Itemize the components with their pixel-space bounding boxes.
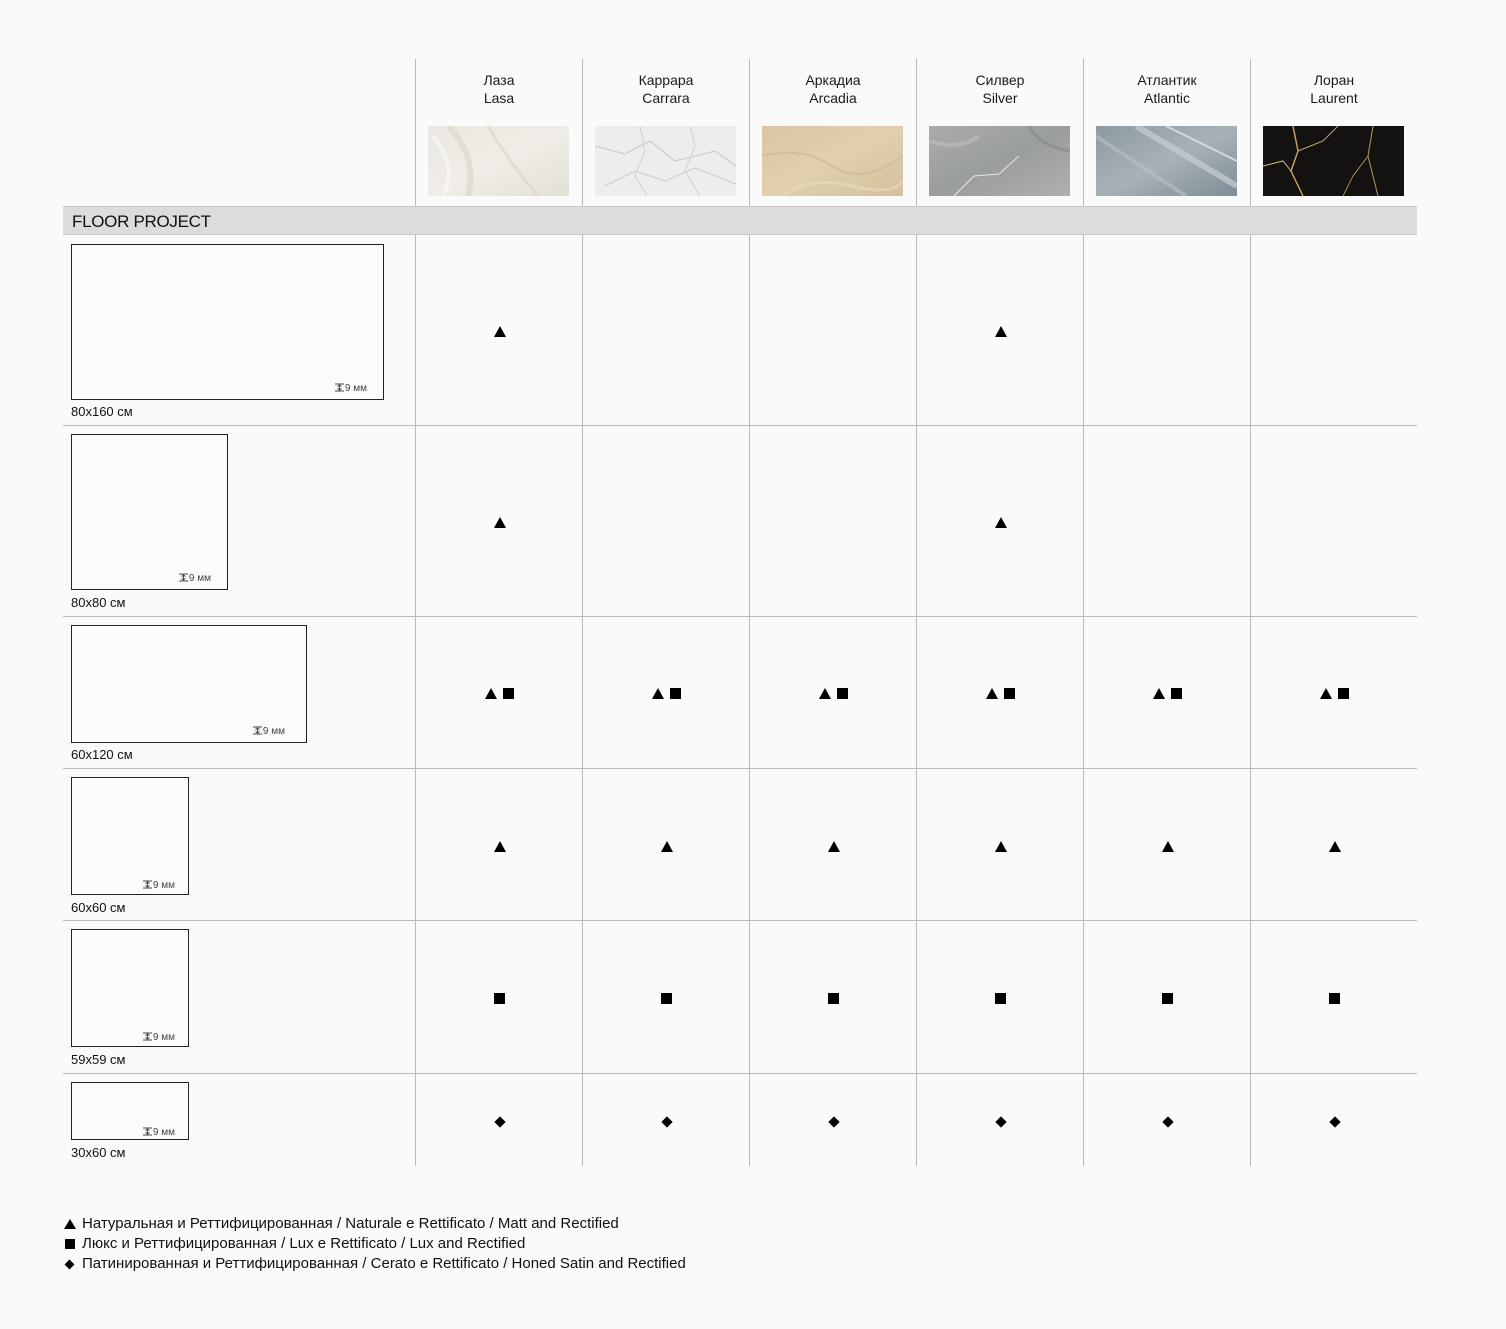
- size-label: 80x80 см: [71, 595, 126, 610]
- thickness-value: 9 мм: [152, 1032, 175, 1043]
- size-label: 59x59 см: [71, 1052, 126, 1067]
- availability-cell: [917, 685, 1084, 699]
- square-icon: [503, 688, 514, 699]
- diamond-icon: [63, 1255, 76, 1272]
- column-header-carrara: [583, 71, 749, 107]
- swatch-carrara: [595, 126, 736, 196]
- legend-text: Натуральная и Реттифицированная / Naturale e Rettificato / Matt and Rectified: [82, 1215, 619, 1232]
- column-name-ru: Силвер: [975, 72, 1025, 88]
- triangle-icon: [494, 841, 506, 852]
- swatch-laurent: [1263, 126, 1404, 196]
- diamond-icon: [828, 1116, 839, 1127]
- square-icon: [1171, 688, 1182, 699]
- diamond-icon: [494, 1116, 505, 1127]
- availability-cell: [1084, 838, 1251, 852]
- availability-cell: [416, 514, 583, 528]
- size-label: 60x120 см: [71, 747, 133, 762]
- triangle-icon: [1162, 841, 1174, 852]
- row-divider: [63, 768, 1417, 769]
- availability-cell: [416, 838, 583, 852]
- square-icon: [837, 688, 848, 699]
- triangle-icon: [661, 841, 673, 852]
- column-name-it: Silver: [982, 90, 1018, 106]
- legend-text: Люкс и Реттифицированная / Lux e Rettificato / Lux and Rectified: [82, 1235, 526, 1252]
- availability-cell: [416, 323, 583, 337]
- row-divider: [63, 1073, 1417, 1074]
- square-icon: [995, 993, 1006, 1004]
- thickness-icon: [253, 726, 262, 735]
- column-name-ru: Лоран: [1313, 72, 1355, 88]
- legend-item-honed: [63, 1255, 686, 1272]
- row-divider: [63, 920, 1417, 921]
- triangle-icon: [1320, 688, 1332, 699]
- availability-cell: [750, 990, 917, 1004]
- triangle-icon: [494, 517, 506, 528]
- swatch-lasa: [428, 126, 569, 196]
- tile-diagram-80x80: [71, 434, 228, 590]
- square-icon: [661, 993, 672, 1004]
- availability-cell: [1084, 685, 1251, 699]
- availability-cell: [416, 990, 583, 1004]
- square-icon: [1329, 993, 1340, 1004]
- thickness-value: 9 мм: [344, 383, 367, 394]
- diamond-icon: [661, 1116, 672, 1127]
- thickness-icon: [179, 573, 188, 582]
- diamond-icon: [1162, 1116, 1173, 1127]
- square-icon: [1338, 688, 1349, 699]
- triangle-icon: [485, 688, 497, 699]
- thickness-icon: [143, 1127, 152, 1136]
- column-name-it: Atlantic: [1144, 90, 1190, 106]
- square-icon: [1004, 688, 1015, 699]
- triangle-icon: [995, 517, 1007, 528]
- column-header-atlantic: [1084, 71, 1250, 107]
- column-header-silver: [917, 71, 1083, 107]
- thickness-value: 9 мм: [188, 573, 211, 584]
- size-label: 60x60 см: [71, 900, 126, 915]
- availability-cell: [750, 1113, 917, 1127]
- diamond-icon: [995, 1116, 1006, 1127]
- triangle-icon: [986, 688, 998, 699]
- availability-cell: [917, 323, 1084, 337]
- availability-cell: [917, 514, 1084, 528]
- triangle-icon: [995, 326, 1007, 337]
- thickness-note: [143, 1032, 175, 1043]
- triangle-icon: [828, 841, 840, 852]
- availability-cell: [917, 1113, 1084, 1127]
- legend-item-lux: [63, 1235, 525, 1252]
- thickness-note: [143, 880, 175, 891]
- triangle-icon: [63, 1215, 76, 1232]
- column-name-ru: Лаза: [483, 72, 515, 88]
- tile-diagram-80x160: [71, 244, 384, 400]
- tile-diagram-59x59: [71, 929, 189, 1047]
- thickness-note: [253, 726, 285, 737]
- column-name-it: Lasa: [483, 90, 515, 106]
- square-icon: [494, 993, 505, 1004]
- triangle-icon: [995, 841, 1007, 852]
- triangle-icon: [494, 326, 506, 337]
- legend-item-matt: [63, 1215, 619, 1232]
- availability-cell: [917, 838, 1084, 852]
- column-name-ru: Каррара: [638, 72, 694, 88]
- row-divider: [63, 425, 1417, 426]
- column-header-lasa: [416, 71, 582, 107]
- column-name-ru: Атлантик: [1137, 72, 1197, 88]
- availability-cell: [750, 838, 917, 852]
- availability-cell: [917, 990, 1084, 1004]
- tile-diagram-60x60: [71, 777, 189, 895]
- legend-text: Патинированная и Реттифицированная / Cerato e Rettificato / Honed Satin and Rectified: [82, 1255, 686, 1272]
- swatch-silver: [929, 126, 1070, 196]
- column-name-it: Carrara: [642, 90, 690, 106]
- thickness-icon: [143, 880, 152, 889]
- triangle-icon: [1329, 841, 1341, 852]
- thickness-note: [335, 383, 367, 394]
- swatch-arcadia: [762, 126, 903, 196]
- thickness-value: 9 мм: [152, 1127, 175, 1138]
- availability-cell: [583, 990, 750, 1004]
- thickness-icon: [143, 1032, 152, 1041]
- thickness-note: [179, 573, 211, 584]
- tile-diagram-60x120: [71, 625, 307, 743]
- thickness-icon: [335, 383, 344, 392]
- availability-cell: [583, 685, 750, 699]
- availability-cell: [583, 1113, 750, 1127]
- triangle-icon: [1153, 688, 1165, 699]
- column-header-laurent: [1251, 71, 1417, 107]
- availability-cell: [1251, 990, 1418, 1004]
- section-title: FLOOR PROJECT: [72, 212, 211, 231]
- section-band: [63, 206, 1417, 235]
- availability-cell: [416, 685, 583, 699]
- availability-cell: [1251, 1113, 1418, 1127]
- size-label: 30x60 см: [71, 1145, 126, 1160]
- triangle-icon: [819, 688, 831, 699]
- row-divider: [63, 616, 1417, 617]
- diamond-icon: [1329, 1116, 1340, 1127]
- tile-diagram-30x60: [71, 1082, 189, 1140]
- thickness-value: 9 мм: [152, 880, 175, 891]
- column-name-it: Arcadia: [809, 90, 857, 106]
- column-header-arcadia: [750, 71, 916, 107]
- triangle-icon: [652, 688, 664, 699]
- thickness-value: 9 мм: [262, 726, 285, 737]
- swatch-atlantic: [1096, 126, 1237, 196]
- square-icon: [1162, 993, 1173, 1004]
- availability-cell: [750, 685, 917, 699]
- availability-cell: [416, 1113, 583, 1127]
- availability-cell: [1251, 838, 1418, 852]
- thickness-note: [143, 1127, 175, 1138]
- square-icon: [670, 688, 681, 699]
- availability-cell: [583, 838, 750, 852]
- square-icon: [828, 993, 839, 1004]
- square-icon: [63, 1235, 76, 1252]
- availability-cell: [1084, 990, 1251, 1004]
- column-name-ru: Аркадиа: [805, 72, 861, 88]
- column-name-it: Laurent: [1310, 90, 1358, 106]
- size-label: 80x160 см: [71, 404, 133, 419]
- availability-cell: [1251, 685, 1418, 699]
- availability-cell: [1084, 1113, 1251, 1127]
